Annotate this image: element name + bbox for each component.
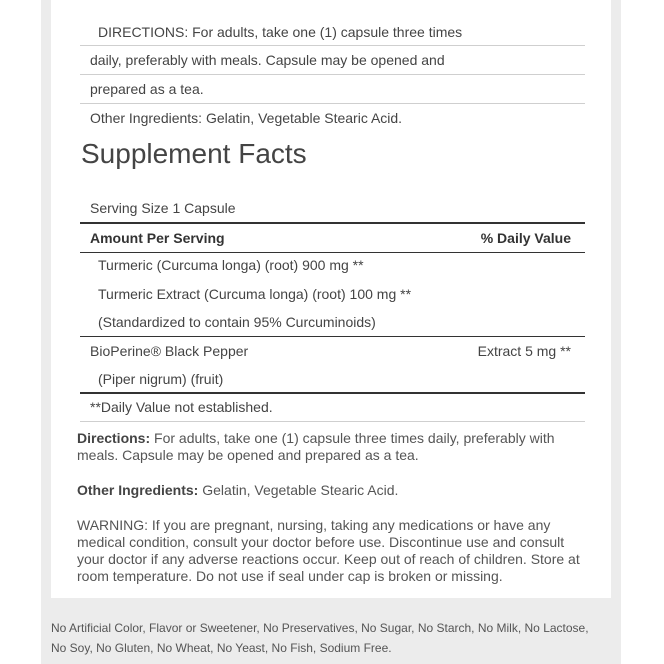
divider [80,103,585,104]
top-other-ingredients: Other Ingredients: Gelatin, Vegetable Stearic Acid. [90,110,403,126]
daily-value-header: % Daily Value [480,230,571,246]
bioperine-row [80,341,585,361]
divider-thick [80,392,585,394]
free-from-claims [51,621,621,656]
bioperine-label: BioPerine® Black Pepper [90,343,249,359]
top-directions-line-1: DIRECTIONS: For adults, take one (1) capsule three times [98,24,463,40]
other-ingredients-paragraph [77,482,597,499]
divider [80,252,585,253]
divider-thick [80,222,585,224]
warning-line-3: your doctor if any adverse reactions occur. Keep out of reach of children. Store at [77,551,580,567]
supplement-facts-title: Supplement Facts [81,138,307,169]
bioperine-value: Extract 5 mg ** [477,343,571,359]
directions-text-1: For adults, take one (1) capsule three times daily, preferably with [150,430,555,446]
divider [80,74,585,75]
directions-label: Directions: [77,430,151,446]
other-ingredients-label: Other Ingredients: [77,482,199,498]
amount-per-serving-header: Amount Per Serving [90,230,225,246]
nutrient-row: (Standardized to contain 95% Curcuminoids) [98,314,376,330]
nutrient-row: Turmeric Extract (Curcuma longa) (root) 100 mg ** [98,286,412,302]
warning-line-2: medical condition, consult your doctor before use. Discontinue use and consult [77,534,565,550]
free-from-line-1: No Artificial Color, Flavor or Sweetener, No Preservatives, No Sugar, No Starch, No Milk, No Lactose, [51,621,589,635]
directions-paragraph [77,430,597,464]
other-ingredients-text: Gelatin, Vegetable Stearic Acid. [198,482,399,498]
divider [80,45,585,46]
bioperine-subrow: (Piper nigrum) (fruit) [98,371,224,387]
serving-size: Serving Size 1 Capsule [90,200,236,216]
warning-line-4: room temperature. Do not use if seal under cap is broken or missing. [77,568,503,584]
directions-line-2: meals. Capsule may be opened and prepared as a tea. [77,447,419,463]
divider [80,336,585,337]
warning-paragraph [77,517,597,585]
divider [80,421,585,422]
amount-header-row [80,228,585,248]
free-from-line-2: No Soy, No Gluten, No Wheat, No Yeast, No Fish, Sodium Free. [51,641,392,655]
top-directions-line-2: daily, preferably with meals. Capsule may be opened and [90,52,445,68]
top-directions-line-3: prepared as a tea. [90,81,204,97]
nutrient-row: Turmeric (Curcuma longa) (root) 900 mg ** [98,257,364,273]
directions-line-1 [77,430,597,447]
daily-value-note: **Daily Value not established. [90,399,273,415]
warning-line-1: WARNING: If you are pregnant, nursing, taking any medications or have any [77,517,551,533]
